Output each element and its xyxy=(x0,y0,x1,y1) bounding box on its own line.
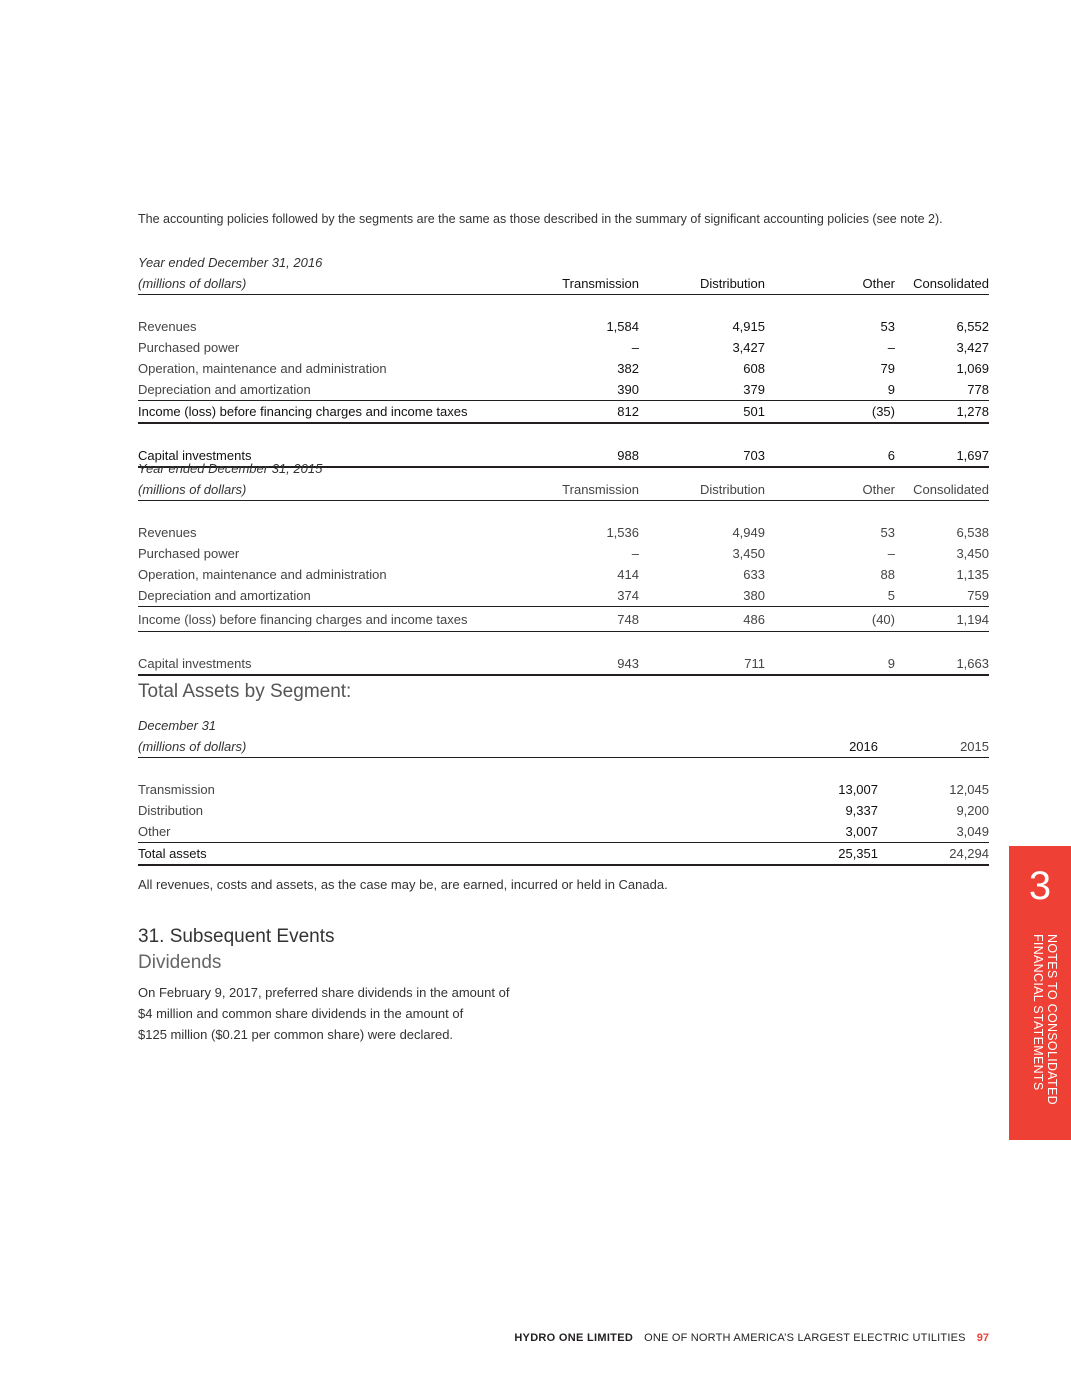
col-header: Consolidated xyxy=(895,273,989,295)
col-header: Distribution xyxy=(639,479,765,501)
cell: – xyxy=(631,340,639,355)
cell: 6,538 xyxy=(956,525,989,540)
row-label: Total assets xyxy=(138,843,788,866)
cell: 608 xyxy=(743,361,765,376)
table-row xyxy=(138,522,989,543)
cell: (35) xyxy=(765,401,895,424)
cell: 12,045 xyxy=(949,782,989,797)
cell: 4,915 xyxy=(732,319,765,334)
cell: 53 xyxy=(880,319,895,334)
segment-table-2015 xyxy=(138,458,989,676)
text-line: $4 million and common share dividends in the amount of xyxy=(138,1006,464,1021)
cell: 79 xyxy=(880,361,895,376)
table-row xyxy=(138,821,989,843)
page-footer xyxy=(514,1332,989,1344)
subsequent-events-title: 31. Subsequent Events xyxy=(138,926,335,947)
cell: 382 xyxy=(617,361,639,376)
cell: 703 xyxy=(639,445,765,467)
row-label: Depreciation and amortization xyxy=(138,585,518,607)
cell: 633 xyxy=(743,567,765,582)
dividends-heading: Dividends xyxy=(138,952,222,973)
cell: 9,200 xyxy=(956,803,989,818)
cell: (40) xyxy=(765,607,895,632)
col-header: Other xyxy=(765,479,895,501)
row-label: Income (loss) before financing charges and income taxes xyxy=(138,607,518,632)
cell: 711 xyxy=(639,653,765,675)
row-label: Other xyxy=(138,821,788,843)
cell: – xyxy=(887,340,895,355)
cell: – xyxy=(887,546,895,561)
col-header: Transmission xyxy=(518,273,639,295)
col-header: Distribution xyxy=(639,273,765,295)
cell: 748 xyxy=(518,607,639,632)
row-label: Operation, maintenance and administration xyxy=(138,567,387,582)
capital-row xyxy=(138,653,989,675)
intro-text: The accounting policies followed by the segments are the same as those described in the summary of significant accounting policies (see note 2). xyxy=(138,212,943,226)
cell: 3,007 xyxy=(788,821,878,843)
unit-label: (millions of dollars) xyxy=(138,736,788,758)
table-caption: Year ended December 31, 2016 xyxy=(138,255,323,270)
unit-label: (millions of dollars) xyxy=(138,273,518,295)
row-label: Distribution xyxy=(138,803,204,818)
col-header: 2015 xyxy=(878,736,989,758)
cell: 9 xyxy=(765,379,895,401)
assets-section-title: Total Assets by Segment: xyxy=(138,681,352,702)
cell: 943 xyxy=(518,653,639,675)
unit-label: (millions of dollars) xyxy=(138,479,518,501)
cell: 1,194 xyxy=(895,607,989,632)
table-caption: December 31 xyxy=(138,718,217,733)
cell: 1,697 xyxy=(895,445,989,467)
total-assets-row xyxy=(138,843,989,866)
income-row xyxy=(138,401,989,424)
income-row xyxy=(138,607,989,632)
cell: 9 xyxy=(765,653,895,675)
table-row xyxy=(138,358,989,379)
cell: 380 xyxy=(639,585,765,607)
row-label: Revenues xyxy=(138,525,197,540)
dividends-text xyxy=(138,982,538,1045)
cell: 13,007 xyxy=(838,782,878,797)
text-line: On February 9, 2017, preferred share dividends in the amount of xyxy=(138,985,510,1000)
row-label: Purchased power xyxy=(138,546,240,561)
cell: 3,450 xyxy=(956,546,989,561)
table-row xyxy=(138,585,989,607)
cell: 1,663 xyxy=(895,653,989,675)
cell: 24,294 xyxy=(878,843,989,866)
cell: 374 xyxy=(518,585,639,607)
cell: 1,536 xyxy=(606,525,639,540)
tab-line: NOTES TO CONSOLIDATED xyxy=(1045,934,1059,1105)
row-label: Transmission xyxy=(138,782,215,797)
cell: 4,949 xyxy=(732,525,765,540)
cell: 778 xyxy=(895,379,989,401)
col-header: Consolidated xyxy=(895,479,989,501)
cell: 1,135 xyxy=(956,567,989,582)
cell: 988 xyxy=(518,445,639,467)
row-label: Operation, maintenance and administration xyxy=(138,361,387,376)
cell: 3,049 xyxy=(878,821,989,843)
cell: 53 xyxy=(880,525,895,540)
table-row xyxy=(138,337,989,358)
footer-tagline: ONE OF NORTH AMERICA’S LARGEST ELECTRIC UTILITIES xyxy=(644,1332,966,1344)
cell: 3,427 xyxy=(956,340,989,355)
col-header: Transmission xyxy=(518,479,639,501)
table-row xyxy=(138,379,989,401)
tab-line: FINANCIAL STATEMENTS xyxy=(1031,934,1045,1091)
row-label: Purchased power xyxy=(138,340,240,355)
table-row xyxy=(138,543,989,564)
segment-table-2016 xyxy=(138,252,989,468)
cell: 486 xyxy=(639,607,765,632)
row-label: Depreciation and amortization xyxy=(138,379,518,401)
col-header: Other xyxy=(765,273,895,295)
cell: 1,278 xyxy=(895,401,989,424)
cell: 25,351 xyxy=(788,843,878,866)
section-number: 3 xyxy=(1028,864,1052,908)
text-line: $125 million ($0.21 per common share) were declared. xyxy=(138,1027,454,1042)
cell: 3,450 xyxy=(732,546,765,561)
row-label: Capital investments xyxy=(138,653,518,675)
table-row xyxy=(138,800,989,821)
assets-table xyxy=(138,715,989,866)
cell: 6,552 xyxy=(956,319,989,334)
cell: 390 xyxy=(518,379,639,401)
cell: 759 xyxy=(895,585,989,607)
cell: 3,427 xyxy=(732,340,765,355)
cell: 414 xyxy=(617,567,639,582)
row-label: Revenues xyxy=(138,319,197,334)
page-number: 97 xyxy=(976,1332,989,1344)
cell: 1,069 xyxy=(956,361,989,376)
col-header: 2016 xyxy=(788,736,878,758)
cell: 5 xyxy=(765,585,895,607)
row-label: Income (loss) before financing charges and income taxes xyxy=(138,401,518,424)
cell: 1,584 xyxy=(606,319,639,334)
cell: 501 xyxy=(639,401,765,424)
row-label: Capital investments xyxy=(138,445,518,467)
cell: 812 xyxy=(518,401,639,424)
cell: 88 xyxy=(880,567,895,582)
cell: 379 xyxy=(639,379,765,401)
table-row xyxy=(138,316,989,337)
footer-brand: HYDRO ONE LIMITED xyxy=(514,1332,634,1344)
section-tab xyxy=(1009,846,1071,1140)
cell: – xyxy=(631,546,639,561)
cell: 9,337 xyxy=(845,803,878,818)
table-row xyxy=(138,564,989,585)
canada-note: All revenues, costs and assets, as the case may be, are earned, incurred or held in Canada. xyxy=(138,877,668,892)
cell: 6 xyxy=(765,445,895,467)
table-caption: Year ended December 31, 2015 xyxy=(138,461,323,476)
table-row xyxy=(138,779,989,800)
